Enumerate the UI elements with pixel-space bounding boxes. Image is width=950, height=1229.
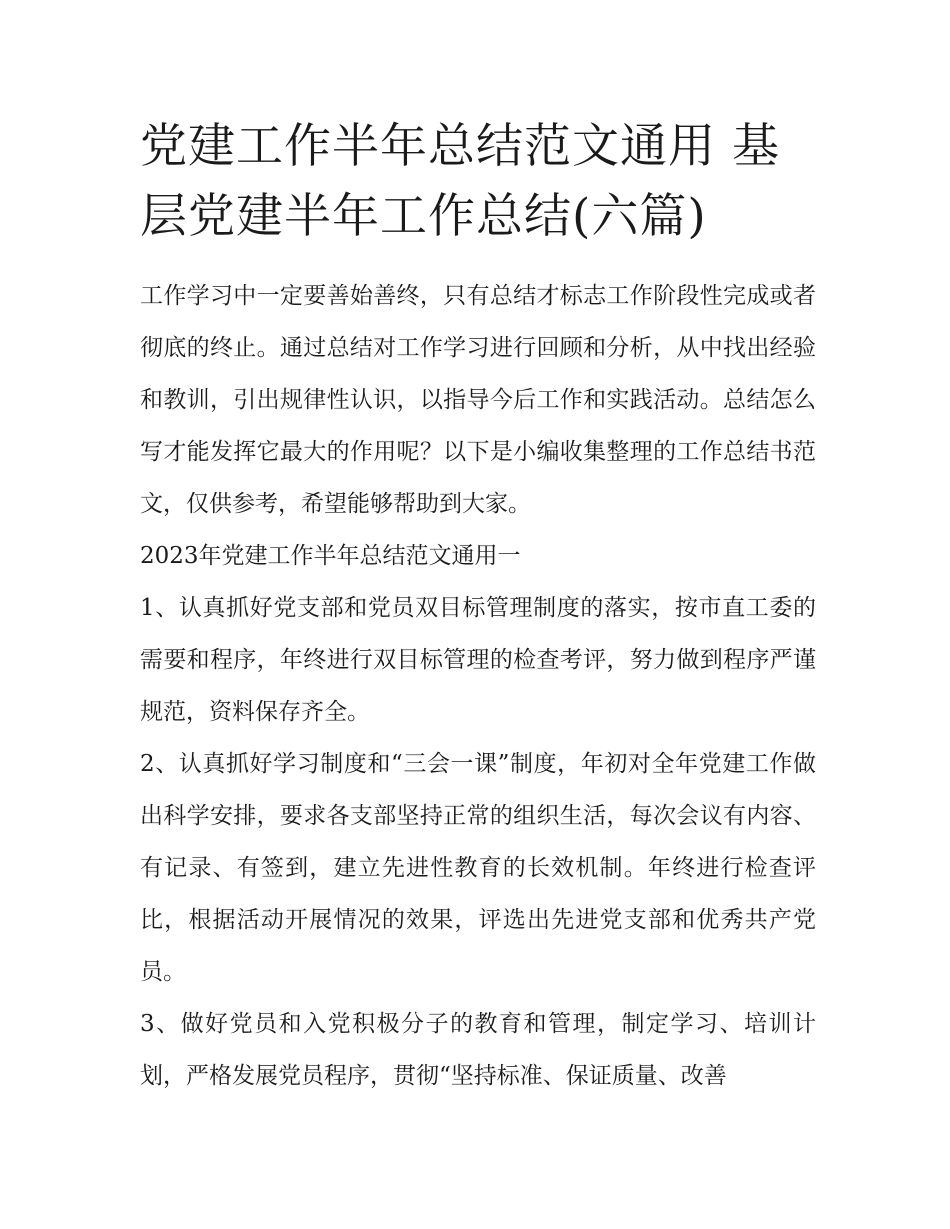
document-title: 党建工作半年总结范文通用 基层党建半年工作总结(六篇) — [140, 119, 780, 244]
paragraph-item-1: 1、认真抓好党支部和党员双目标管理制度的落实，按市直工委的需要和程序，年终进行双目标管理的检查考评，努力做到程序严谨规范，资料保存齐全。 — [140, 595, 816, 725]
document-page — [140, 112, 816, 1102]
section-heading: 2023年党建工作半年总结范文通用一 — [140, 543, 521, 569]
intro-paragraph: 工作学习中一定要善始善终，只有总结才标志工作阶段性完成或者彻底的终止。通过总结对工作学习进行回顾和分析，从中找出经验和教训，引出规律性认识，以指导今后工作和实践活动。总结怎么写才能发挥它最大的作用呢？以下是小编收集整理的工作总结书范文，仅供参考，希望能够帮助到大家。 — [140, 283, 816, 517]
paragraph-item-3: 3、做好党员和入党积极分子的教育和管理，制定学习、培训计划，严格发展党员程序，贯彻“坚持标准、保证质量、改善 — [140, 1011, 816, 1089]
paragraph-item-2: 2、认真抓好学习制度和“三会一课”制度，年初对全年党建工作做出科学安排，要求各支部坚持正常的组织生活，每次会议有内容、有记录、有签到，建立先进性教育的长效机制。年终进行检查评比，根据活动开展情况的效果，评选出先进党支部和优秀共产党员。 — [140, 751, 816, 985]
